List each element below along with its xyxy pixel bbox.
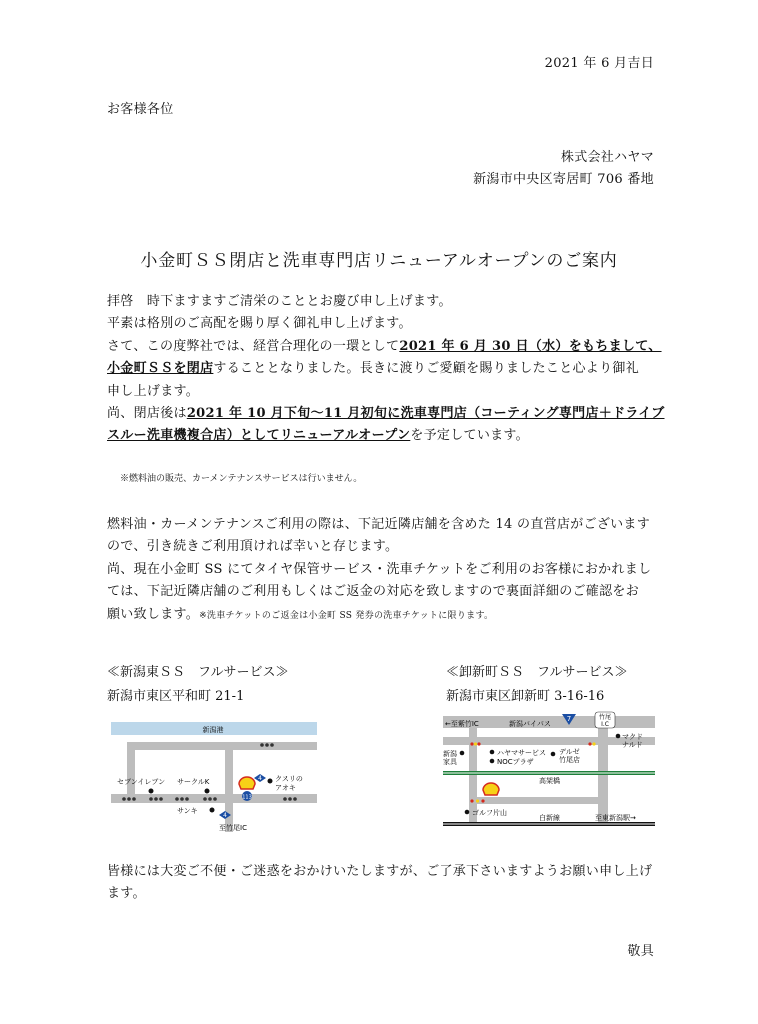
nearby-line-5 bbox=[107, 604, 655, 627]
page-title: 小金町ＳＳ閉店と洗車専門店リニューアルオープンのご案内 bbox=[140, 251, 618, 271]
closing-keigu: 敬具 bbox=[627, 944, 654, 959]
greeting-line: 拝啓 時下ますますご清栄のこととお慶び申し上げます。 bbox=[107, 294, 452, 309]
shop-2-name: ≪卸新町ＳＳ フルサービス≫ bbox=[446, 665, 628, 680]
closing-line-2: ます。 bbox=[107, 886, 146, 902]
map2-noc: NOCプラザ bbox=[497, 758, 534, 766]
map2-higashi-station: 至東新潟駅→ bbox=[595, 814, 636, 822]
renewal-store: スルー洗車機複合店）としてリニューアルオープン bbox=[107, 428, 411, 444]
fuel-note: ※燃料油の販売、カーメンテナンスサービスは行いません。 bbox=[120, 474, 363, 484]
map2-kagu-2: 家具 bbox=[443, 758, 457, 766]
route-113-icon bbox=[242, 791, 252, 801]
map1-kusuri: クスリの bbox=[275, 775, 303, 783]
svg-text:113: 113 bbox=[242, 794, 252, 801]
map1-ic: 至竹尾IC bbox=[219, 824, 247, 832]
nearby-line-2: ので、引き続きご利用頂ければ幸いと存じます。 bbox=[107, 539, 399, 555]
map2-kagu-1: 新潟 bbox=[443, 750, 457, 758]
map-niigata-higashi bbox=[107, 714, 319, 832]
letter-date: 2021 年 6 月吉日 bbox=[544, 56, 654, 71]
closure-line-2 bbox=[107, 358, 655, 380]
map2-delsole-2: 竹尾店 bbox=[559, 756, 580, 764]
paragraph-nearby-stores bbox=[107, 514, 655, 627]
nearby-line-3: 尚、現在小金町 SS にてタイヤ保管サービス・洗車チケットをご利用のお客様におかれまし bbox=[107, 561, 652, 577]
map2-takeo-ic-1: 竹尾 bbox=[598, 714, 612, 721]
map1-signals bbox=[122, 743, 297, 801]
map2-elevated: 高架橋 bbox=[539, 777, 560, 785]
renewal-line-2 bbox=[107, 425, 655, 447]
renewal-text-2: を予定しています。 bbox=[410, 428, 529, 444]
svg-text:4: 4 bbox=[258, 775, 262, 782]
map2-bypass: 新潟バイパス bbox=[509, 720, 551, 728]
shop-2-address: 新潟市東区卸新町 3-16-16 bbox=[446, 689, 605, 704]
map2-takeo-ic-2: I.C bbox=[601, 721, 609, 728]
map1-sanki: サンキ bbox=[177, 807, 198, 815]
shell-logo-icon bbox=[239, 777, 255, 789]
map1-circlek: サークルK bbox=[177, 778, 210, 786]
company-name: 株式会社ハヤマ bbox=[560, 150, 654, 165]
addressee: お客様各位 bbox=[107, 102, 174, 117]
map2-delsole-1: デルゼ bbox=[559, 748, 580, 756]
renewal-line-1 bbox=[107, 403, 665, 425]
map2-mac-2: ナルド bbox=[622, 741, 643, 749]
nearby-line-4: ては、下記近隣店舗のご利用もしくはご返金の対応を致しますので裏面詳細のご確認をお bbox=[107, 584, 640, 600]
map2-mac-1: マクド bbox=[622, 733, 643, 741]
shop-1-name: ≪新潟東ＳＳ フルサービス≫ bbox=[107, 665, 289, 680]
map1-seven: セブンイレブン bbox=[117, 778, 166, 786]
map1-aoki: アオキ bbox=[275, 784, 296, 792]
closure-text: さて、この度弊社では、経営合理化の一環として bbox=[107, 338, 400, 354]
nearby-line-1: 燃料油・カーメンテナンスご利用の際は、下記近隣店舗を含めた 14 の直営店がございます bbox=[107, 517, 651, 532]
company-address: 新潟市中央区寄居町 706 番地 bbox=[473, 172, 654, 187]
closure-store: 小金町ＳＳを閉店 bbox=[107, 361, 214, 377]
route-4-icon-a bbox=[254, 774, 266, 782]
svg-text:7: 7 bbox=[566, 715, 572, 723]
map1-road-top-label: 新潟港 bbox=[202, 726, 224, 734]
svg-text:4: 4 bbox=[223, 812, 227, 819]
closure-line-3: 申し上げます。 bbox=[107, 383, 200, 399]
closure-text-2: することとなりました。長きに渡りご愛顧を賜りましたこと心より御礼 bbox=[213, 361, 640, 377]
ticket-note: ※洗車チケットのご返金は小金町 SS 発券の洗車チケットに限ります。 bbox=[199, 610, 494, 621]
paragraph-closure-notice bbox=[107, 291, 665, 448]
thanks-line: 平素は格別のご高配を賜り厚く御礼申し上げます。 bbox=[107, 316, 412, 332]
closing-line-1: 皆様には大変ご不便・ご迷惑をおかけいたしますが、ご了承下さいますようお願い申し上げ bbox=[107, 864, 653, 879]
closure-line-1 bbox=[107, 336, 662, 358]
renewal-text: 尚、閉店後は bbox=[107, 406, 187, 422]
map2-ic-left: ←至紫竹IC bbox=[445, 720, 479, 728]
map2-hayama: ハヤマサービス bbox=[497, 749, 546, 757]
map2-hakushin: 白新線 bbox=[539, 814, 560, 822]
closing-paragraph bbox=[107, 861, 655, 906]
shop-1-address: 新潟市東区平和町 21-1 bbox=[107, 689, 245, 704]
nearby-text-5: 願い致します。 bbox=[107, 606, 200, 622]
map2-golf: ゴルフ片山 bbox=[472, 809, 507, 817]
renewal-date: 2021 年 10 月下旬～11 月初旬に洗車専門店（コーティング専門店＋ドライブ bbox=[186, 406, 665, 422]
map-oroshishin bbox=[443, 710, 655, 830]
shell-logo-icon-2 bbox=[483, 783, 499, 795]
closure-date: 2021 年 6 月 30 日（水）をもちまして、 bbox=[399, 338, 662, 354]
